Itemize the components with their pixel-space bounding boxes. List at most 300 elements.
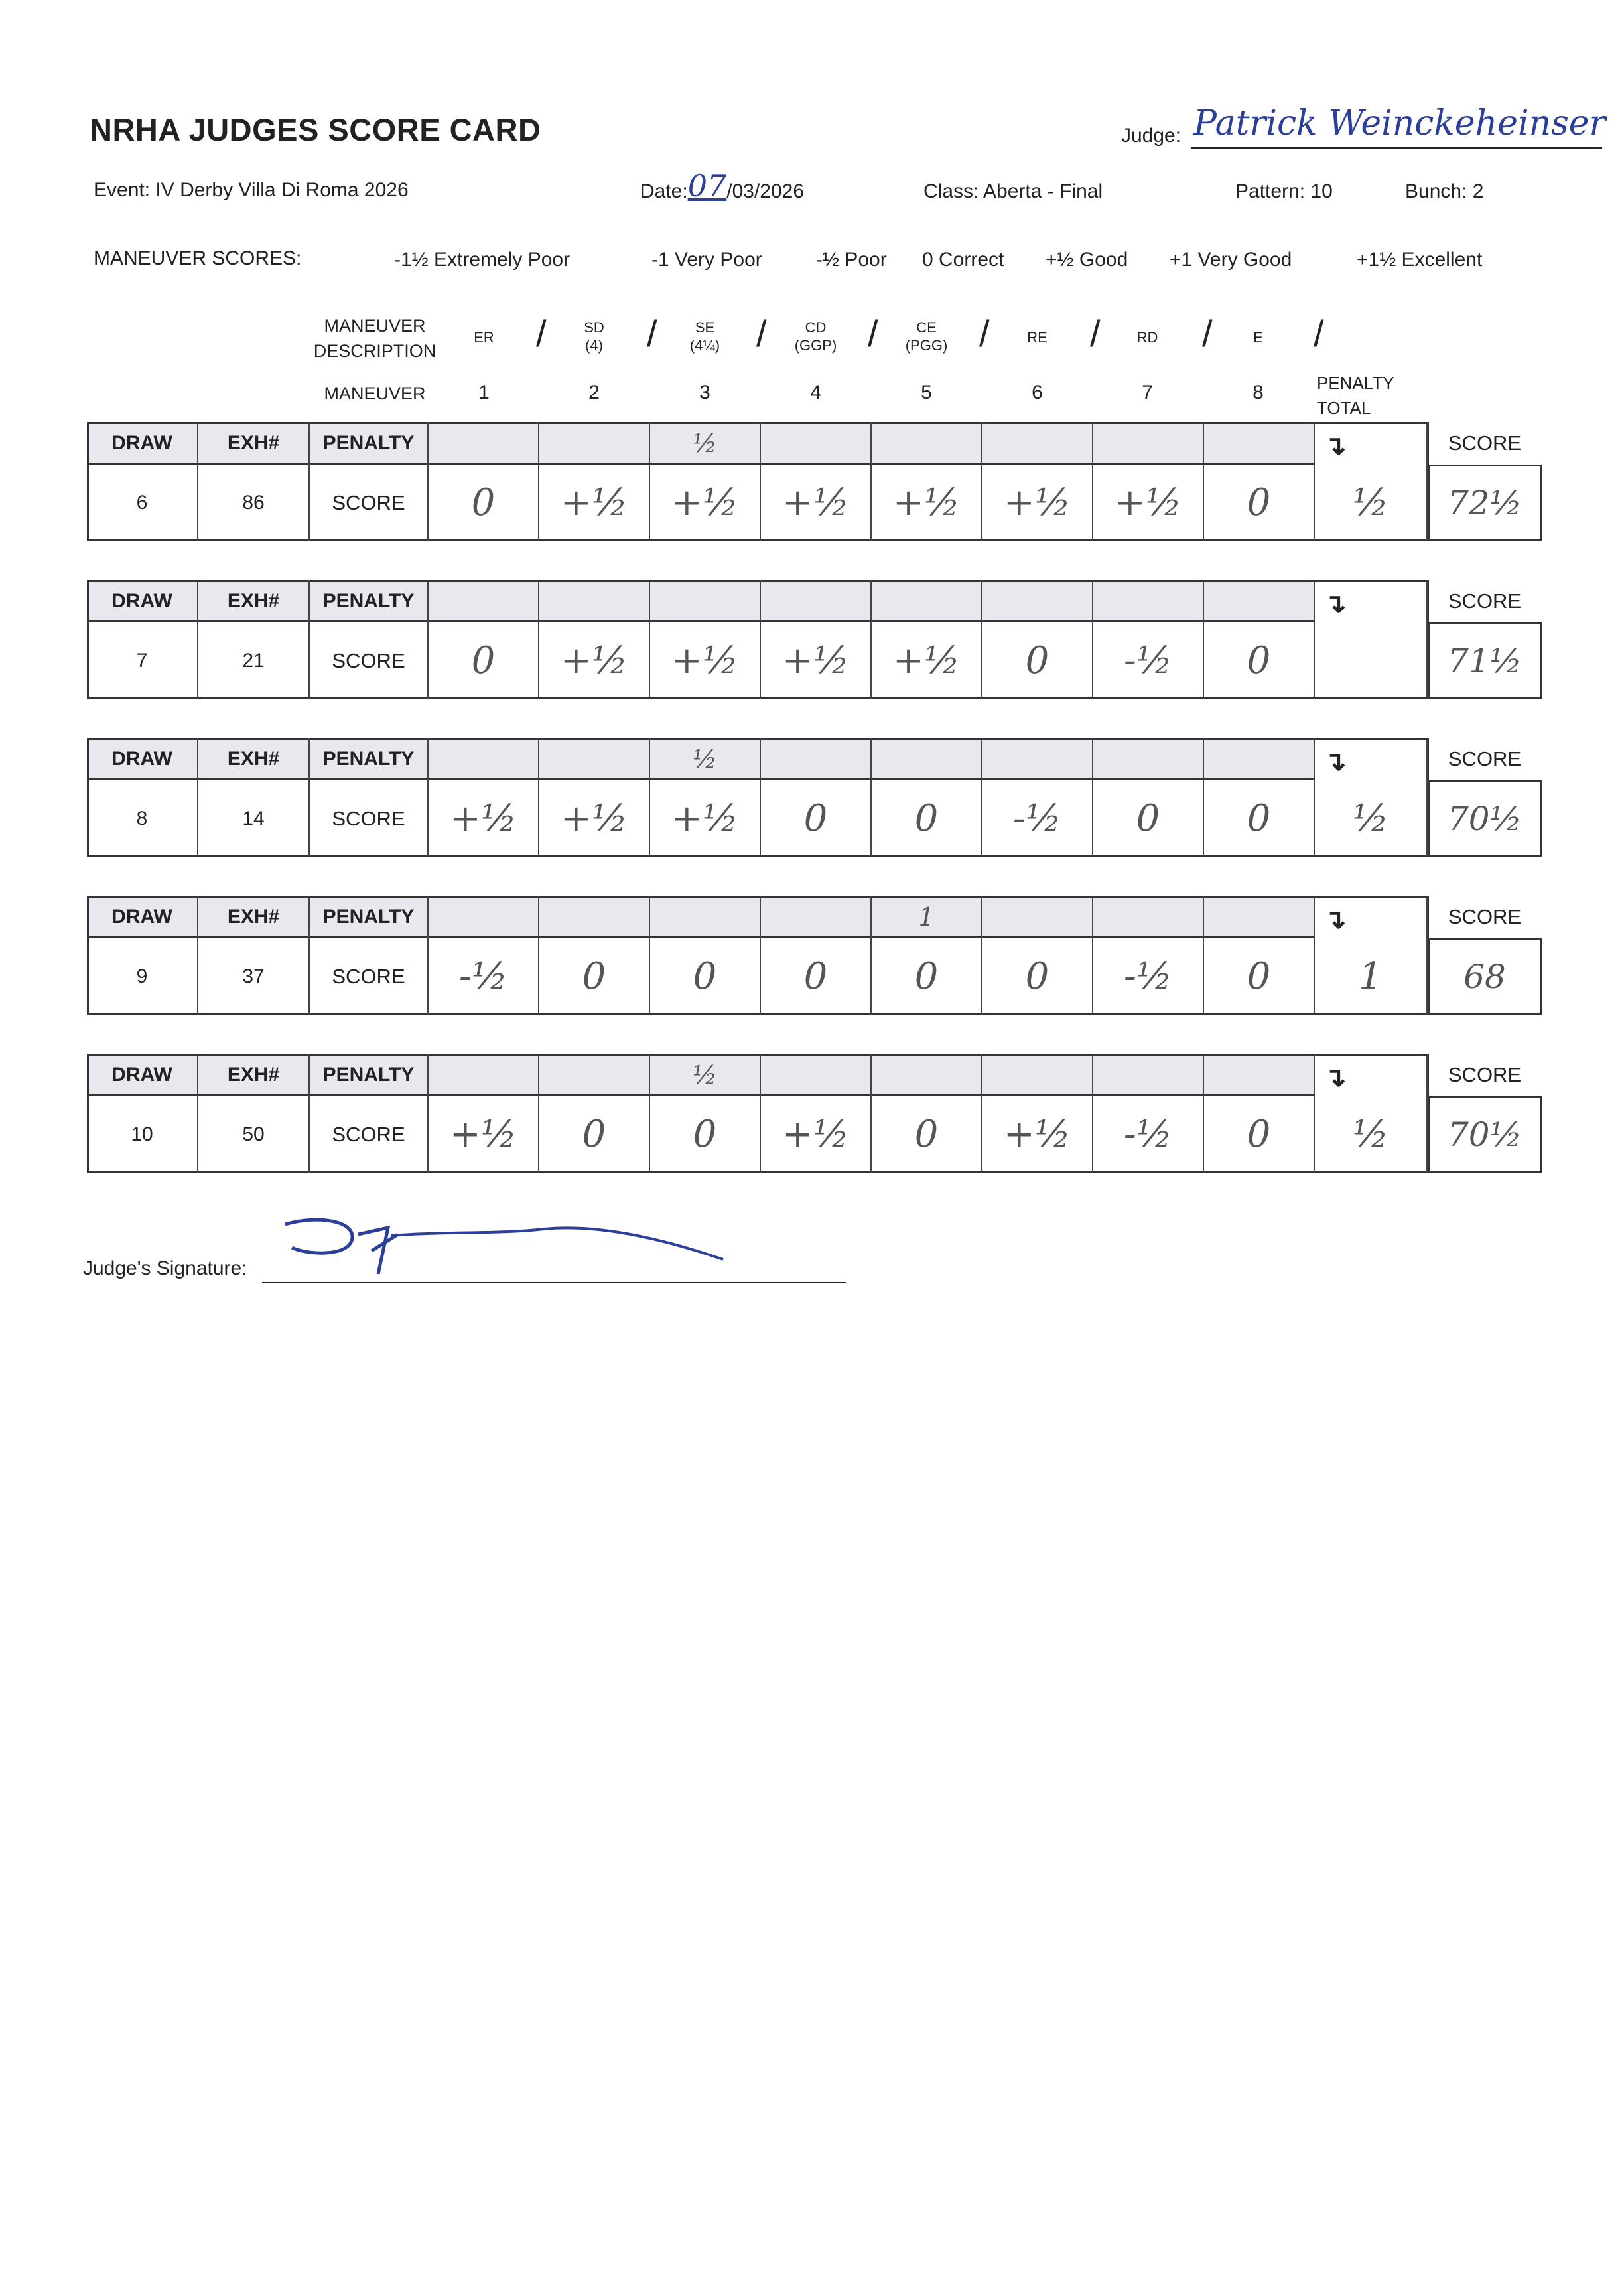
penalty-value bbox=[982, 580, 1092, 622]
penalty-cell[interactable] bbox=[982, 1054, 1093, 1096]
maneuver-score-value: 0 bbox=[803, 797, 828, 840]
penalty-value bbox=[982, 1054, 1092, 1096]
maneuver-code: CE bbox=[916, 319, 937, 336]
penalty-value bbox=[1093, 896, 1203, 938]
maneuver-number-1: 1 bbox=[478, 382, 490, 403]
penalty-cell[interactable] bbox=[539, 422, 650, 465]
maneuver-score-cell[interactable] bbox=[539, 780, 650, 857]
maneuver-score-value: -½ bbox=[1123, 639, 1173, 682]
maneuver-number-label: MANEUVER bbox=[324, 384, 426, 403]
maneuver-score-value: +½ bbox=[1003, 481, 1071, 524]
draw-header: DRAW bbox=[111, 748, 172, 770]
divider-slash: / bbox=[1202, 313, 1213, 354]
penalty-header-cell bbox=[310, 422, 429, 465]
penalty-cell[interactable] bbox=[1093, 1054, 1204, 1096]
maneuver-number-2: 2 bbox=[588, 382, 600, 403]
exh-value-cell bbox=[198, 938, 310, 1015]
total-score-cell[interactable] bbox=[1428, 780, 1542, 857]
penalty-value: ½ bbox=[693, 745, 717, 774]
penalty-total-cell[interactable] bbox=[1315, 1096, 1428, 1173]
divider-slash: / bbox=[1314, 313, 1324, 354]
maneuver-score-cell[interactable] bbox=[872, 780, 982, 857]
exh-value-cell bbox=[198, 780, 310, 857]
penalty-total-header-cell bbox=[1315, 1054, 1428, 1096]
penalty-cell[interactable] bbox=[539, 896, 650, 938]
penalty-value bbox=[1093, 422, 1203, 465]
draw-header-cell bbox=[87, 738, 198, 780]
penalty-value bbox=[650, 580, 760, 622]
maneuver-code: RE bbox=[1027, 329, 1048, 346]
maneuver-number-8: 8 bbox=[1252, 382, 1264, 403]
maneuver-score-cell[interactable] bbox=[982, 938, 1093, 1015]
exh-value-cell bbox=[198, 622, 310, 699]
maneuver-score-value: +½ bbox=[449, 1113, 517, 1156]
penalty-total-label bbox=[1317, 370, 1394, 421]
maneuver-score-value: 0 bbox=[1136, 797, 1160, 840]
penalty-cell[interactable] bbox=[429, 738, 539, 780]
date-rest: /03/2026 bbox=[726, 180, 805, 202]
penalty-cell[interactable] bbox=[982, 896, 1093, 938]
scale-extremely-poor: -1½ Extremely Poor bbox=[394, 249, 571, 271]
maneuver-subcode: (4) bbox=[585, 337, 603, 354]
maneuver-score-cell[interactable] bbox=[1204, 1096, 1315, 1173]
exh-header-cell bbox=[198, 422, 310, 465]
penalty-value-cell bbox=[310, 622, 429, 699]
penalty-value bbox=[1204, 1054, 1314, 1096]
penalty-header-cell bbox=[310, 738, 429, 780]
draw-value-cell bbox=[87, 465, 198, 541]
maneuver-score-value: +½ bbox=[449, 797, 517, 840]
draw-header: DRAW bbox=[111, 906, 172, 928]
penalty-cell[interactable] bbox=[761, 1054, 872, 1096]
maneuver-code: SD bbox=[584, 319, 604, 336]
entry-row bbox=[87, 738, 1546, 857]
penalty-value bbox=[650, 896, 760, 938]
maneuver-score-cell[interactable] bbox=[650, 938, 761, 1015]
penalty-value bbox=[1093, 580, 1203, 622]
maneuver-score-value: 0 bbox=[803, 955, 828, 998]
bunch-label: Bunch: 2 bbox=[1405, 180, 1484, 202]
maneuver-desc-1 bbox=[442, 328, 526, 346]
penalty-cell[interactable] bbox=[982, 738, 1093, 780]
total-score-value: 72½ bbox=[1447, 483, 1522, 522]
maneuver-score-cell[interactable] bbox=[539, 1096, 650, 1173]
divider-slash: / bbox=[536, 313, 547, 354]
penalty-value bbox=[872, 422, 981, 465]
penalty-cell[interactable] bbox=[872, 580, 982, 622]
draw-value-cell bbox=[87, 780, 198, 857]
penalty-cell[interactable] bbox=[982, 580, 1093, 622]
maneuver-code: ER bbox=[474, 329, 494, 346]
penalty-header: PENALTY bbox=[322, 748, 415, 770]
maneuver-desc-4 bbox=[774, 319, 858, 354]
penalty-cell[interactable] bbox=[761, 422, 872, 465]
exh-header-cell bbox=[198, 738, 310, 780]
penalty-total-value bbox=[1315, 622, 1426, 699]
maneuver-score-cell[interactable] bbox=[650, 780, 761, 857]
down-arrow-icon: ↴ bbox=[1324, 1063, 1347, 1092]
maneuver-score-value: 0 bbox=[1247, 1113, 1271, 1156]
penalty-value bbox=[429, 1054, 538, 1096]
card-title: NRHA JUDGES SCORE CARD bbox=[90, 112, 541, 147]
desc-label-line2: DESCRIPTION bbox=[313, 341, 437, 361]
exh-header: EXH# bbox=[227, 590, 280, 612]
penalty-cell[interactable] bbox=[761, 580, 872, 622]
draw-value-cell bbox=[87, 1096, 198, 1173]
maneuver-score-value: +½ bbox=[892, 481, 961, 524]
maneuver-score-value: 0 bbox=[1025, 639, 1049, 682]
penalty-cell[interactable] bbox=[1204, 896, 1315, 938]
maneuver-score-cell[interactable] bbox=[1093, 1096, 1204, 1173]
penalty-cell[interactable] bbox=[539, 580, 650, 622]
exh-value: 14 bbox=[242, 807, 265, 829]
maneuver-score-cell[interactable] bbox=[429, 780, 539, 857]
scale-correct: 0 Correct bbox=[922, 249, 1004, 271]
penalty-value bbox=[761, 580, 870, 622]
penalty-cell[interactable] bbox=[429, 422, 539, 465]
draw-header: DRAW bbox=[111, 1064, 172, 1086]
maneuver-score-value: -½ bbox=[1012, 797, 1062, 840]
maneuver-score-cell[interactable] bbox=[539, 622, 650, 699]
maneuver-score-value: +½ bbox=[560, 797, 628, 840]
divider-slash: / bbox=[647, 313, 657, 354]
penalty-value bbox=[1093, 738, 1203, 780]
maneuver-number-4: 4 bbox=[810, 382, 821, 403]
maneuver-code: E bbox=[1253, 329, 1263, 346]
divider-slash: / bbox=[868, 313, 878, 354]
penalty-total-header-cell bbox=[1315, 896, 1428, 938]
total-score-value: 70½ bbox=[1447, 799, 1522, 838]
maneuver-score-cell[interactable] bbox=[650, 465, 761, 541]
score-row-label: SCORE bbox=[332, 1122, 405, 1146]
score-header: SCORE bbox=[1448, 747, 1522, 770]
maneuver-score-cell[interactable] bbox=[761, 622, 872, 699]
scale-good: +½ Good bbox=[1046, 249, 1128, 271]
maneuver-score-value: 0 bbox=[1247, 955, 1271, 998]
maneuver-score-value: +½ bbox=[1114, 481, 1182, 524]
penalty-header-cell bbox=[310, 1054, 429, 1096]
down-arrow-icon: ↴ bbox=[1324, 589, 1347, 618]
maneuver-score-cell[interactable] bbox=[429, 465, 539, 541]
penalty-value bbox=[872, 1054, 981, 1096]
penalty-total-cell[interactable] bbox=[1315, 938, 1428, 1015]
maneuver-code: RD bbox=[1136, 329, 1158, 346]
entry-row bbox=[87, 1054, 1546, 1173]
signature-label: Judge's Signature: bbox=[83, 1257, 247, 1279]
penalty-value bbox=[1093, 1054, 1203, 1096]
maneuver-score-cell[interactable] bbox=[982, 1096, 1093, 1173]
pattern-label: Pattern: 10 bbox=[1235, 180, 1333, 202]
maneuver-score-cell[interactable] bbox=[1093, 622, 1204, 699]
score-header: SCORE bbox=[1448, 905, 1522, 928]
penalty-value bbox=[539, 738, 649, 780]
penalty-total-value: ½ bbox=[1352, 1113, 1389, 1156]
maneuver-subcode: (4¼) bbox=[689, 337, 720, 354]
maneuver-number-5: 5 bbox=[921, 382, 932, 403]
maneuver-score-cell[interactable] bbox=[761, 1096, 872, 1173]
penalty-value bbox=[761, 422, 870, 465]
maneuver-score-value: 0 bbox=[693, 955, 717, 998]
penalty-total-cell[interactable] bbox=[1315, 465, 1428, 541]
penalty-total-cell[interactable] bbox=[1315, 780, 1428, 857]
maneuver-score-value: 0 bbox=[582, 1113, 606, 1156]
penalty-value: ½ bbox=[693, 1060, 717, 1090]
divider-slash: / bbox=[756, 313, 767, 354]
maneuver-score-value: 0 bbox=[914, 955, 939, 998]
total-score-value: 68 bbox=[1463, 957, 1506, 996]
score-header-cell bbox=[1428, 896, 1542, 938]
date-day: 07 bbox=[687, 168, 727, 204]
signature-mark bbox=[279, 1194, 743, 1294]
total-score-cell[interactable] bbox=[1428, 1096, 1542, 1173]
event-label: Event: IV Derby Villa Di Roma 2026 bbox=[94, 179, 409, 201]
maneuver-score-value: -½ bbox=[1123, 955, 1173, 998]
maneuver-score-value: +½ bbox=[781, 639, 850, 682]
desc-label-line1: MANEUVER bbox=[324, 316, 426, 336]
penalty-value bbox=[1204, 738, 1314, 780]
draw-value: 10 bbox=[131, 1123, 153, 1145]
maneuver-score-cell[interactable] bbox=[1204, 938, 1315, 1015]
maneuver-score-value: +½ bbox=[1003, 1113, 1071, 1156]
penalty-cell[interactable] bbox=[1093, 896, 1204, 938]
maneuver-score-cell[interactable] bbox=[1093, 938, 1204, 1015]
penalty-cell[interactable] bbox=[650, 422, 761, 465]
score-row-label: SCORE bbox=[332, 648, 405, 672]
maneuver-score-value: +½ bbox=[671, 481, 739, 524]
maneuver-score-value: -½ bbox=[1123, 1113, 1173, 1156]
penalty-cell[interactable] bbox=[1204, 1054, 1315, 1096]
exh-value-cell bbox=[198, 1096, 310, 1173]
penalty-total-value: ½ bbox=[1352, 481, 1389, 524]
maneuver-score-value: +½ bbox=[560, 639, 628, 682]
date-label: Date: bbox=[640, 180, 688, 202]
maneuver-score-value: 0 bbox=[1025, 955, 1049, 998]
maneuver-score-cell[interactable] bbox=[539, 938, 650, 1015]
penalty-cell[interactable] bbox=[429, 896, 539, 938]
penalty-cell[interactable] bbox=[872, 1054, 982, 1096]
total-score-cell[interactable] bbox=[1428, 622, 1542, 699]
maneuver-score-value: +½ bbox=[671, 797, 739, 840]
maneuver-score-value: +½ bbox=[560, 481, 628, 524]
maneuver-score-value: +½ bbox=[781, 1113, 850, 1156]
penalty-cell[interactable] bbox=[872, 422, 982, 465]
maneuver-desc-6 bbox=[995, 328, 1079, 346]
total-score-cell[interactable] bbox=[1428, 465, 1542, 541]
scale-excellent: +1½ Excellent bbox=[1357, 249, 1483, 271]
maneuver-score-cell[interactable] bbox=[429, 622, 539, 699]
maneuver-desc-8 bbox=[1216, 328, 1300, 346]
penalty-total-header-cell bbox=[1315, 580, 1428, 622]
judge-name: Patrick Weinckeheinser bbox=[1193, 104, 1606, 143]
exh-header-cell bbox=[198, 580, 310, 622]
penalty-value bbox=[982, 422, 1092, 465]
maneuver-description-label bbox=[302, 313, 448, 364]
exh-header: EXH# bbox=[227, 748, 280, 770]
penalty-cell[interactable] bbox=[982, 422, 1093, 465]
maneuver-desc-2 bbox=[552, 319, 636, 354]
maneuver-score-value: +½ bbox=[671, 639, 739, 682]
maneuver-number-3: 3 bbox=[699, 382, 710, 403]
penalty-value-cell bbox=[310, 938, 429, 1015]
entry-row bbox=[87, 896, 1546, 1015]
penalty-total-value: 1 bbox=[1359, 955, 1383, 998]
draw-header-cell bbox=[87, 896, 198, 938]
maneuver-score-cell[interactable] bbox=[1204, 780, 1315, 857]
penalty-cell[interactable] bbox=[1204, 580, 1315, 622]
penalty-cell[interactable] bbox=[650, 738, 761, 780]
score-header: SCORE bbox=[1448, 1063, 1522, 1086]
maneuver-scores-label: MANEUVER SCORES: bbox=[94, 248, 302, 269]
penalty-cell[interactable] bbox=[1204, 738, 1315, 780]
score-header: SCORE bbox=[1448, 589, 1522, 612]
penalty-cell[interactable] bbox=[650, 896, 761, 938]
maneuver-score-cell[interactable] bbox=[872, 465, 982, 541]
exh-header-cell bbox=[198, 896, 310, 938]
penalty-cell[interactable] bbox=[539, 738, 650, 780]
penalty-cell[interactable] bbox=[872, 738, 982, 780]
penalty-cell[interactable] bbox=[1093, 580, 1204, 622]
maneuver-score-cell[interactable] bbox=[982, 622, 1093, 699]
down-arrow-icon: ↴ bbox=[1324, 431, 1347, 461]
penalty-cell[interactable] bbox=[872, 896, 982, 938]
penalty-cell[interactable] bbox=[761, 738, 872, 780]
maneuver-code: CD bbox=[805, 319, 827, 336]
exh-value-cell bbox=[198, 465, 310, 541]
penalty-total-value: ½ bbox=[1352, 797, 1389, 840]
maneuver-score-cell[interactable] bbox=[1204, 622, 1315, 699]
maneuver-score-cell[interactable] bbox=[982, 780, 1093, 857]
exh-header-cell bbox=[198, 1054, 310, 1096]
penalty-total-line1: PENALTY bbox=[1317, 373, 1394, 393]
maneuver-score-cell[interactable] bbox=[982, 465, 1093, 541]
penalty-total-line2: TOTAL bbox=[1317, 398, 1371, 418]
scale-very-good: +1 Very Good bbox=[1170, 249, 1292, 271]
entry-row bbox=[87, 422, 1546, 541]
maneuver-score-cell[interactable] bbox=[761, 938, 872, 1015]
maneuver-score-cell[interactable] bbox=[1204, 465, 1315, 541]
penalty-cell[interactable] bbox=[1093, 422, 1204, 465]
penalty-value bbox=[429, 896, 538, 938]
draw-header-cell bbox=[87, 1054, 198, 1096]
penalty-value bbox=[872, 738, 981, 780]
penalty-value bbox=[429, 580, 538, 622]
penalty-header: PENALTY bbox=[322, 432, 415, 454]
down-arrow-icon: ↴ bbox=[1324, 747, 1347, 776]
maneuver-score-value: 0 bbox=[471, 639, 496, 682]
score-header-cell bbox=[1428, 1054, 1542, 1096]
penalty-value bbox=[982, 738, 1092, 780]
penalty-header: PENALTY bbox=[322, 590, 415, 612]
maneuver-number-6: 6 bbox=[1032, 382, 1043, 403]
scale-poor: -½ Poor bbox=[816, 249, 887, 271]
score-header-cell bbox=[1428, 422, 1542, 465]
penalty-cell[interactable] bbox=[539, 1054, 650, 1096]
draw-value: 8 bbox=[136, 807, 148, 829]
maneuver-score-cell[interactable] bbox=[872, 1096, 982, 1173]
penalty-cell[interactable] bbox=[761, 896, 872, 938]
penalty-total-header-cell bbox=[1315, 738, 1428, 780]
scale-very-poor: -1 Very Poor bbox=[651, 249, 762, 271]
penalty-header-cell bbox=[310, 896, 429, 938]
penalty-cell[interactable] bbox=[429, 580, 539, 622]
maneuver-score-cell[interactable] bbox=[429, 1096, 539, 1173]
maneuver-score-cell[interactable] bbox=[650, 622, 761, 699]
penalty-cell[interactable] bbox=[1204, 422, 1315, 465]
penalty-value-cell bbox=[310, 780, 429, 857]
maneuver-score-value: 0 bbox=[582, 955, 606, 998]
exh-value: 37 bbox=[242, 965, 265, 987]
maneuver-score-cell[interactable] bbox=[761, 780, 872, 857]
draw-value-cell bbox=[87, 938, 198, 1015]
maneuver-score-value: 0 bbox=[1247, 639, 1271, 682]
maneuver-subcode: (PGG) bbox=[905, 337, 948, 354]
score-header-cell bbox=[1428, 738, 1542, 780]
penalty-value bbox=[982, 896, 1092, 938]
signature-stroke-p bbox=[285, 1220, 352, 1253]
maneuver-score-cell[interactable] bbox=[1093, 465, 1204, 541]
penalty-value: 1 bbox=[918, 902, 935, 932]
exh-value: 21 bbox=[242, 649, 265, 672]
draw-value: 6 bbox=[136, 491, 148, 514]
penalty-cell[interactable] bbox=[650, 1054, 761, 1096]
penalty-value bbox=[539, 1054, 649, 1096]
draw-value: 9 bbox=[136, 965, 148, 987]
maneuver-score-value: 0 bbox=[1247, 797, 1271, 840]
maneuver-score-cell[interactable] bbox=[761, 465, 872, 541]
maneuver-score-value: 0 bbox=[914, 1113, 939, 1156]
divider-slash: / bbox=[979, 313, 990, 354]
divider-slash: / bbox=[1090, 313, 1101, 354]
draw-header-cell bbox=[87, 580, 198, 622]
score-header: SCORE bbox=[1448, 431, 1522, 455]
penalty-value: ½ bbox=[693, 429, 717, 458]
penalty-value bbox=[539, 422, 649, 465]
draw-header: DRAW bbox=[111, 432, 172, 454]
exh-header: EXH# bbox=[227, 1064, 280, 1086]
penalty-cell[interactable] bbox=[650, 580, 761, 622]
penalty-cell[interactable] bbox=[1093, 738, 1204, 780]
maneuver-desc-3 bbox=[663, 319, 747, 354]
score-row-label: SCORE bbox=[332, 806, 405, 830]
maneuver-desc-7 bbox=[1105, 328, 1189, 346]
penalty-total-cell[interactable] bbox=[1315, 622, 1428, 699]
total-score-cell[interactable] bbox=[1428, 938, 1542, 1015]
maneuver-score-cell[interactable] bbox=[872, 622, 982, 699]
maneuver-score-cell[interactable] bbox=[872, 938, 982, 1015]
maneuver-score-cell[interactable] bbox=[650, 1096, 761, 1173]
date-field bbox=[640, 168, 805, 204]
draw-value-cell bbox=[87, 622, 198, 699]
maneuver-score-cell[interactable] bbox=[1093, 780, 1204, 857]
draw-value: 7 bbox=[136, 649, 148, 672]
maneuver-code: SE bbox=[695, 319, 715, 336]
penalty-value bbox=[1204, 422, 1314, 465]
exh-header: EXH# bbox=[227, 432, 280, 454]
maneuver-score-value: -½ bbox=[458, 955, 508, 998]
penalty-header: PENALTY bbox=[322, 906, 415, 928]
penalty-value bbox=[539, 580, 649, 622]
maneuver-score-value: 0 bbox=[1247, 481, 1271, 524]
class-label: Class: Aberta - Final bbox=[923, 180, 1103, 202]
penalty-value bbox=[761, 896, 870, 938]
maneuver-score-value: 0 bbox=[471, 481, 496, 524]
total-score-value: 70½ bbox=[1447, 1115, 1522, 1154]
maneuver-score-cell[interactable] bbox=[429, 938, 539, 1015]
maneuver-score-cell[interactable] bbox=[539, 465, 650, 541]
maneuver-number-7: 7 bbox=[1142, 382, 1153, 403]
penalty-cell[interactable] bbox=[429, 1054, 539, 1096]
maneuver-score-value: +½ bbox=[781, 481, 850, 524]
